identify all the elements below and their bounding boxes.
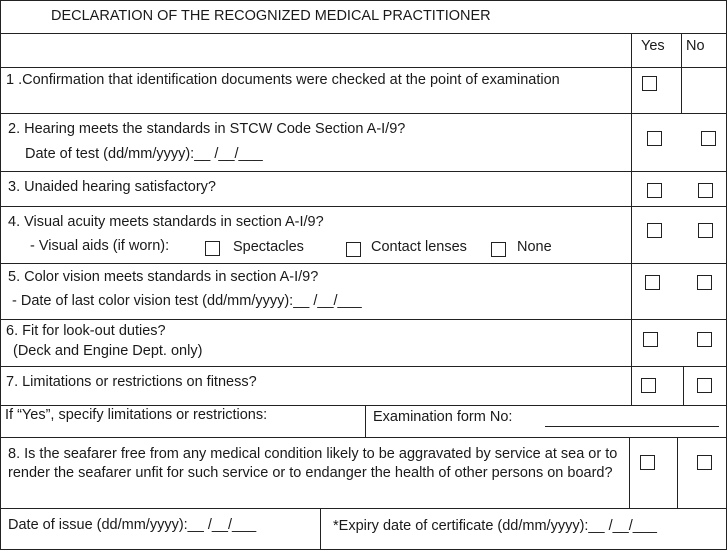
rule <box>0 366 727 367</box>
question-8: 8. Is the seafarer free from any medical condition likely to be aggravated by service at sea or to render the seafarer unfit for such service or to endanger the health of other persons on board? <box>8 446 618 481</box>
q8-no-checkbox[interactable] <box>697 455 712 470</box>
rule <box>681 67 682 113</box>
rule <box>365 405 366 437</box>
spectacles-checkbox[interactable] <box>205 241 220 256</box>
question-7: 7. Limitations or restrictions on fitness? <box>6 374 257 390</box>
rule <box>0 171 727 172</box>
q3-yes-checkbox[interactable] <box>647 183 662 198</box>
rule <box>0 508 727 509</box>
rule <box>677 437 678 508</box>
q7-yes-checkbox[interactable] <box>641 378 656 393</box>
form-title: DECLARATION OF THE RECOGNIZED MEDICAL PRACTITIONER <box>51 8 491 24</box>
q4-visual-aids-label: - Visual aids (if worn): <box>30 238 170 254</box>
rule <box>681 33 682 67</box>
rule <box>0 67 727 68</box>
date-of-issue: Date of issue (dd/mm/yyyy):__ /__/___ <box>8 517 257 533</box>
question-5: 5. Color vision meets standards in section A-I/9? <box>8 269 319 285</box>
q4-no-checkbox[interactable] <box>698 223 713 238</box>
examination-form-label: Examination form No: <box>373 409 513 425</box>
rule <box>631 33 632 405</box>
q7-no-checkbox[interactable] <box>697 378 712 393</box>
q6-yes-checkbox[interactable] <box>643 332 658 347</box>
rule <box>0 0 1 550</box>
rule <box>629 437 630 508</box>
rule <box>0 206 727 207</box>
question-2: 2. Hearing meets the standards in STCW Code Section A-I/9? <box>8 121 406 137</box>
rule <box>0 113 727 114</box>
expiry-date: *Expiry date of certificate (dd/mm/yyyy):__ /__/___ <box>333 518 657 534</box>
rule <box>0 0 727 1</box>
no-column-header: No <box>686 38 705 54</box>
q4-yes-checkbox[interactable] <box>647 223 662 238</box>
q2-date-of-test: Date of test (dd/mm/yyyy):__ /__/___ <box>25 146 263 162</box>
q6-note: (Deck and Engine Dept. only) <box>13 343 203 359</box>
q3-no-checkbox[interactable] <box>698 183 713 198</box>
rule <box>0 319 727 320</box>
q5-no-checkbox[interactable] <box>697 275 712 290</box>
question-3: 3. Unaided hearing satisfactory? <box>8 179 216 195</box>
q8-yes-checkbox[interactable] <box>640 455 655 470</box>
q2-no-checkbox[interactable] <box>701 131 716 146</box>
rule <box>0 263 727 264</box>
examination-form-number-field[interactable] <box>545 426 719 427</box>
specify-restrictions-label: If “Yes”, specify limitations or restrictions: <box>5 407 268 423</box>
q1-yes-checkbox[interactable] <box>642 76 657 91</box>
yes-column-header: Yes <box>641 38 665 54</box>
contact-lenses-label: Contact lenses <box>371 239 467 255</box>
rule <box>683 366 684 405</box>
question-1: 1 .Confirmation that identification documents were checked at the point of examination <box>6 72 560 88</box>
question-6: 6. Fit for look-out duties? <box>6 323 166 339</box>
rule <box>0 33 727 34</box>
question-4: 4. Visual acuity meets standards in section A-I/9? <box>8 214 324 230</box>
q6-no-checkbox[interactable] <box>697 332 712 347</box>
q5-last-test-date: - Date of last color vision test (dd/mm/yyyy):__ /__/___ <box>12 293 362 309</box>
q2-yes-checkbox[interactable] <box>647 131 662 146</box>
q5-yes-checkbox[interactable] <box>645 275 660 290</box>
rule <box>320 508 321 550</box>
none-checkbox[interactable] <box>491 242 506 257</box>
contact-lenses-checkbox[interactable] <box>346 242 361 257</box>
spectacles-label: Spectacles <box>233 239 304 255</box>
rule <box>0 437 727 438</box>
none-label: None <box>517 239 552 255</box>
